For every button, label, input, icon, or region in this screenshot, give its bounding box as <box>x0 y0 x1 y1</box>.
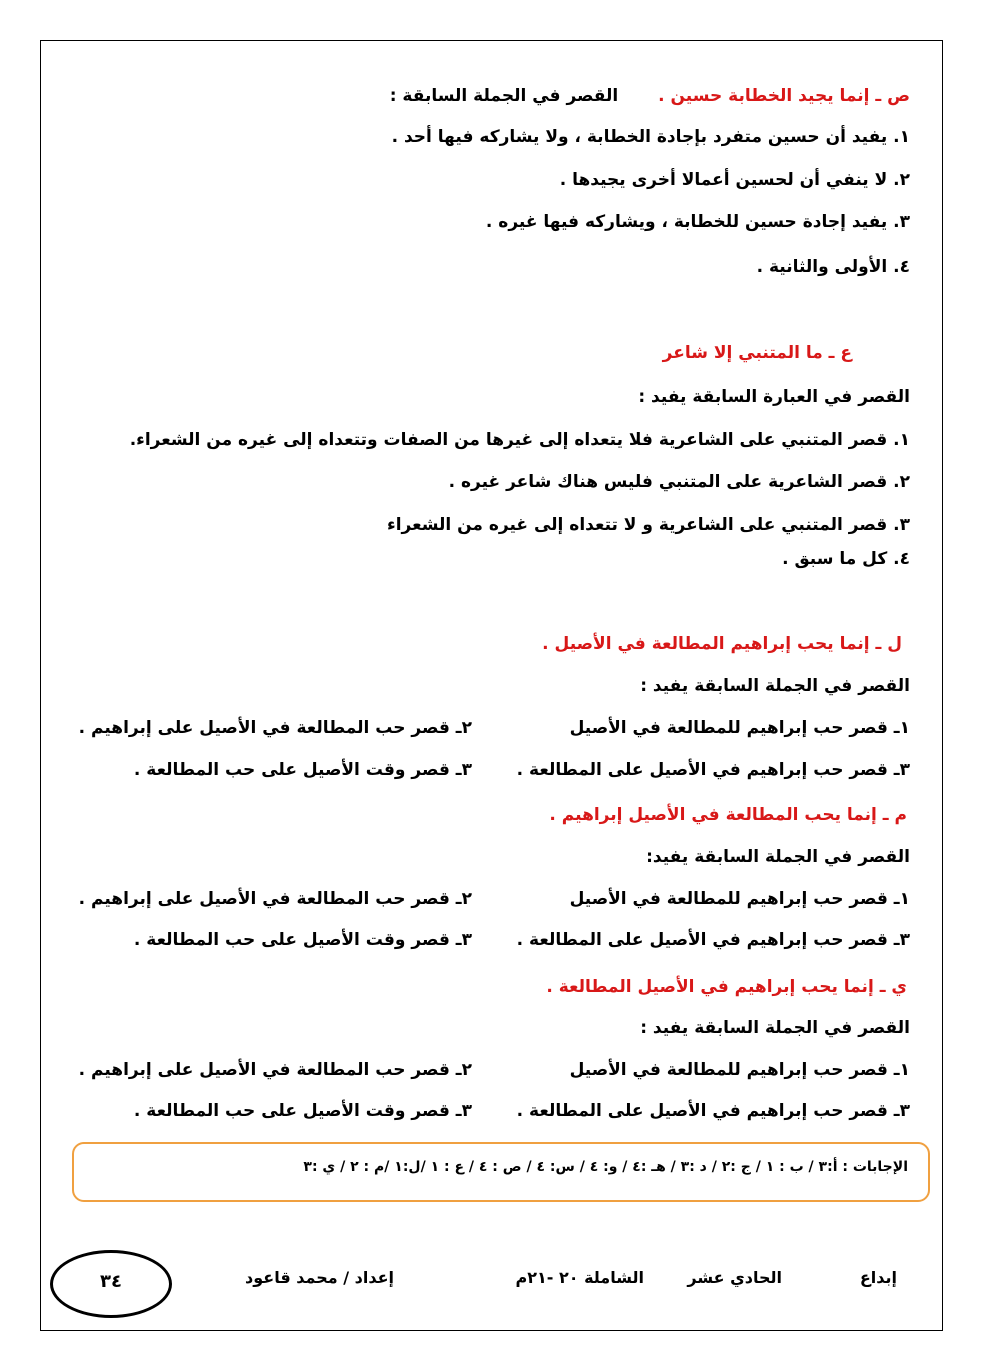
question-ya-prompt: القصر في الجملة السابقة يفيد : <box>640 1018 910 1038</box>
question-lam-option-2: ٢ـ قصر حب المطالعة في الأصيل على إبراهيم . <box>78 718 472 738</box>
footer-brand: إبداع <box>859 1268 897 1287</box>
question-ya-option-3: ٣ـ قصر حب إبراهيم في الأصيل على المطالعة . <box>516 1101 910 1121</box>
question-sad-option-4: ٤. الأولى والثانية . <box>756 257 910 277</box>
question-sad-label: ص ـ إنما يجيد الخطابة حسين . <box>658 86 910 106</box>
page-number-oval <box>50 1250 172 1318</box>
question-ya-option-1: ١ـ قصر حب إبراهيم للمطالعة في الأصيل <box>569 1060 910 1080</box>
answers-box <box>72 1142 930 1202</box>
question-mim-option-1: ١ـ قصر حب إبراهيم للمطالعة في الأصيل <box>569 889 910 909</box>
page-number: ٣٤ <box>100 1271 122 1292</box>
question-sad-option-3: ٣. يفيد إجادة حسين للخطابة ، ويشاركه فيها غيره . <box>485 212 910 232</box>
question-ya-label: ي ـ إنما يحب إبراهيم في الأصيل المطالعة . <box>546 977 907 997</box>
question-mim-prompt: القصر في الجملة السابقة يفيد: <box>646 847 910 867</box>
question-ain-label: ع ـ ما المتنبي إلا شاعر <box>662 343 852 363</box>
question-sad-option-2: ٢. لا ينفي أن لحسين أعمالا أخرى يجيدها . <box>559 170 910 190</box>
question-lam-option-3: ٣ـ قصر حب إبراهيم في الأصيل على المطالعة . <box>516 760 910 780</box>
question-mim-option-4: ٣ـ قصر وقت الأصيل على حب المطالعة . <box>133 930 472 950</box>
footer-title: الشاملة ٢٠ -٢١م <box>515 1268 644 1287</box>
question-ain-option-2: ٢. قصر الشاعرية على المتنبي فليس هناك شاعر غيره . <box>448 472 910 492</box>
question-mim-label: م ـ إنما يحب المطالعة في الأصيل إبراهيم . <box>549 805 907 825</box>
question-ain-option-1: ١. قصر المتنبي على الشاعرية فلا يتعداه إلى غيرها من الصفات وتتعداه إلى غيره من الشعراء. <box>129 430 910 450</box>
question-mim-option-2: ٢ـ قصر حب المطالعة في الأصيل على إبراهيم . <box>78 889 472 909</box>
question-lam-option-1: ١ـ قصر حب إبراهيم للمطالعة في الأصيل <box>569 718 910 738</box>
question-mim-option-3: ٣ـ قصر حب إبراهيم في الأصيل على المطالعة . <box>516 930 910 950</box>
question-ain-option-3: ٣. قصر المتنبي على الشاعرية و لا تتعداه إلى غيره من الشعراء <box>387 515 910 535</box>
question-lam-label: ل ـ إنما يحب إبراهيم المطالعة في الأصيل . <box>542 634 902 654</box>
question-sad-option-1: ١. يفيد أن حسين متفرد بإجادة الخطابة ، ولا يشاركه فيها أحد . <box>391 127 910 147</box>
answers-key: الإجابات : أ:٣ / ب : ١ / ج :٢ / د :٣ / هـ :٤ / و: ٤ / س: ٤ / ص : ٤ / ع : ١ /ل:١ /م : ٢ / ي :٣ <box>303 1159 908 1175</box>
footer-grade: الحادي عشر <box>687 1268 782 1287</box>
question-lam-prompt: القصر في الجملة السابقة يفيد : <box>640 676 910 696</box>
question-sad-row <box>390 86 910 106</box>
question-ain-option-4: ٤. كل ما سبق . <box>782 549 910 569</box>
question-ain-prompt: القصر في العبارة السابقة يفيد : <box>638 387 910 407</box>
question-ya-option-2: ٢ـ قصر حب المطالعة في الأصيل على إبراهيم . <box>78 1060 472 1080</box>
question-ya-option-4: ٣ـ قصر وقت الأصيل على حب المطالعة . <box>133 1101 472 1121</box>
footer-author: إعداد / محمد قاعود <box>245 1268 394 1287</box>
question-sad-prompt: القصر في الجملة السابقة : <box>389 86 619 106</box>
question-lam-option-4: ٣ـ قصر وقت الأصيل على حب المطالعة . <box>133 760 472 780</box>
